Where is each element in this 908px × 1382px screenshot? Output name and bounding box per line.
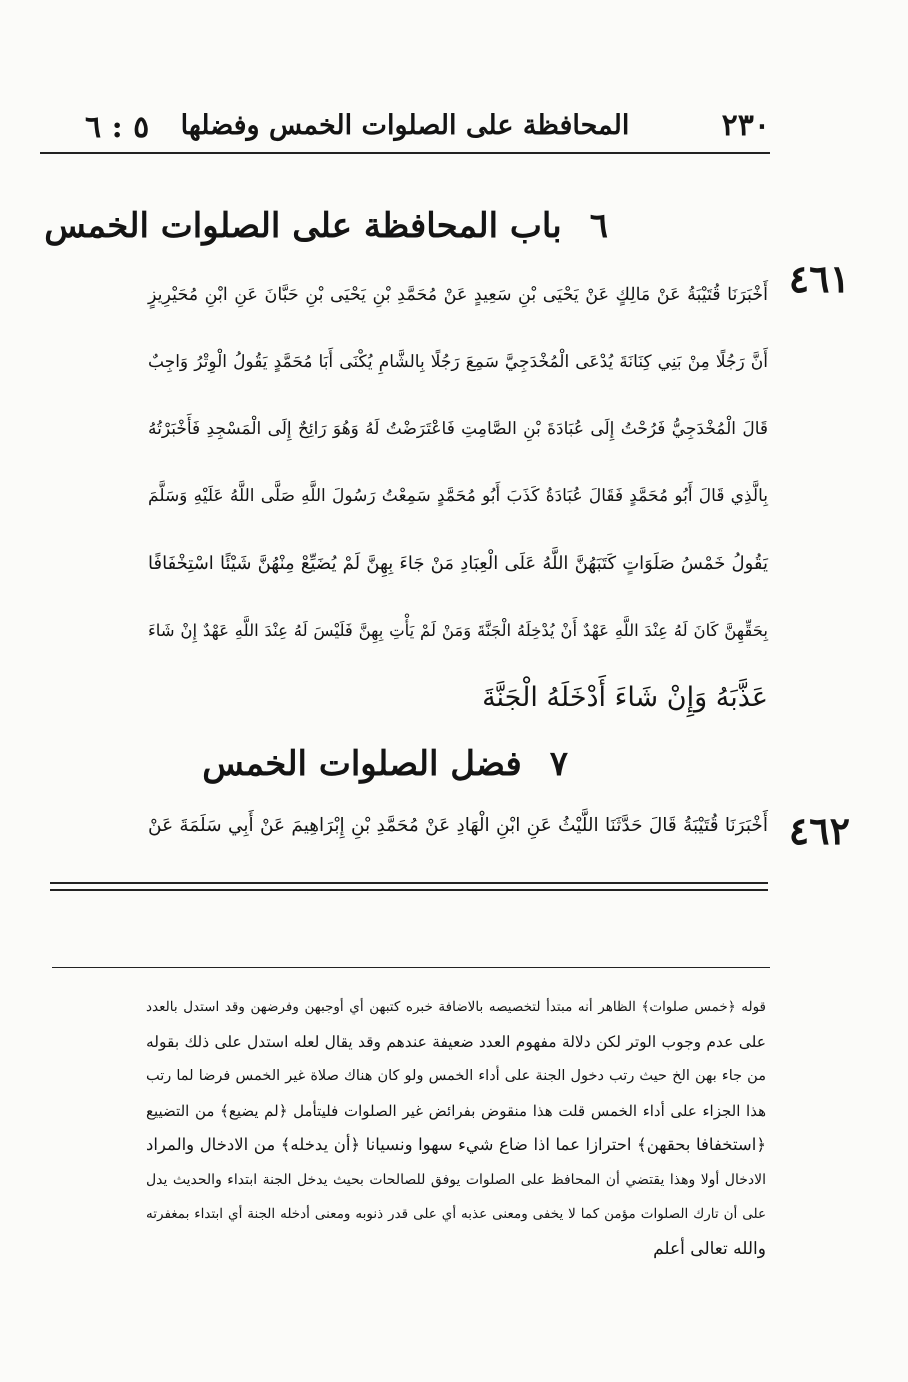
hadith-line: قَالَ الْمُخْدَجِيُّ فَرُحْتُ إِلَى عُبَادَةَ بْنِ الصَّامِتِ فَاعْتَرَضْتُ لَهُ وَهُوَ رَائِحٌ إِلَى الْمَسْجِدِ فَأَخْبَرْتُهُ [148,419,768,439]
page-number: ٢٣٠ [721,108,770,143]
text-divider-top [50,882,768,884]
hadith-line: أَخْبَرَنَا قُتَيْبَةُ قَالَ حَدَّثَنَا اللَّيْثُ عَنِ ابْنِ الْهَادِ عَنْ مُحَمَّدِ بْنِ إِبْرَاهِيمَ عَنْ أَبِي سَلَمَةَ عَنْ [148,815,768,836]
footnote-line: والله تعالى أعلم [653,1238,766,1259]
running-title: المحافظة على الصلوات الخمس وفضلها [180,110,630,141]
text-divider-bottom [50,889,768,891]
footnote-commentary [146,990,766,1266]
chapter-number: ٧ [549,744,568,784]
section-reference: ٥ : ٦ [85,110,150,145]
footnote-line: من جاء بهن الخ حيث رتب دخول الجنة على أداء الخمس ولو كان هناك صلاة غير الخمس فرضا لما رتب [146,1068,766,1084]
hadith-line: أَنَّ رَجُلًا مِنْ بَنِي كِنَانَةَ يُدْعَى الْمُخْدَجِيَّ سَمِعَ رَجُلًا بِالشَّامِ يُكْنَى أَبَا مُحَمَّدٍ يَقُولُ الْوِتْرُ وَاجِبٌ [148,352,768,372]
footnote-line: على أن تارك الصلوات مؤمن كما لا يخفى ومعنى عذبه أي على قدر ذنوبه ومعنى أدخله الجنة أي ابتداء بمغفرته [146,1206,766,1222]
hadith-number: ٤٦٢ [788,808,850,853]
chapter-title: باب المحافظة على الصلوات الخمس [44,206,562,246]
chapter-heading-6 [44,206,608,246]
chapter-title: فضل الصلوات الخمس [202,744,522,784]
footnote-line: الادخال أولا وهذا يقتضي أن المحافظ على الصلوات يوفق للصالحات بحيث يدخل الجنة ابتداء والحديث يدل [146,1171,766,1188]
hadith-number: ٤٦١ [788,256,850,301]
footnote-divider [52,967,770,968]
hadith-line: عَذَّبَهُ وَإِنْ شَاءَ أَدْخَلَهُ الْجَنَّةَ [482,682,768,713]
footnote-line: ﴿استخفافا بحقهن﴾ احترازا عما اذا ضاع شيء سهوا ونسيانا ﴿أن يدخله﴾ من الادخال والمراد [146,1135,766,1154]
hadith-text [148,792,768,859]
hadith-line: يَقُولُ خَمْسُ صَلَوَاتٍ كَتَبَهُنَّ اللَّهُ عَلَى الْعِبَادِ مَنْ جَاءَ بِهِنَّ لَمْ يُضَيِّعْ مِنْهُنَّ شَيْئًا اسْتِخْفَافًا [148,553,768,574]
hadith-line: بِالَّذِي قَالَ أَبُو مُحَمَّدٍ فَقَالَ عُبَادَةُ كَذَبَ أَبُو مُحَمَّدٍ سَمِعْتُ رَسُولَ اللَّهِ صَلَّى اللَّهُ عَلَيْهِ وَسَلَّمَ [148,486,768,506]
page-header [40,108,770,154]
footnote-line: هذا الجزاء على أداء الخمس قلت هذا منقوض بفرائض غير الصلوات فليتأمل ﴿لم يضيع﴾ من التضييع [146,1101,766,1120]
header-divider [40,152,770,154]
footnote-line: قوله ﴿خمس صلوات﴾ الظاهر أنه مبتدأ لتخصيصه بالاضافة خبره كتبهن أي أوجبهن وفرضهن وقد استدل بالعدد [146,999,767,1015]
hadith-line: بِحَقِّهِنَّ كَانَ لَهُ عِنْدَ اللَّهِ عَهْدٌ أَنْ يُدْخِلَهُ الْجَنَّةَ وَمَنْ لَمْ يَأْتِ بِهِنَّ فَلَيْسَ لَهُ عِنْدَ اللَّهِ عَهْدٌ إِنْ شَاءَ [148,621,768,640]
hadith-text [148,262,768,731]
chapter-number: ٦ [589,206,608,246]
hadith-line: أَخْبَرَنَا قُتَيْبَةُ عَنْ مَالِكٍ عَنْ يَحْيَى بْنِ سَعِيدٍ عَنْ مُحَمَّدِ بْنِ يَحْيَى بْنِ حَبَّانَ عَنِ ابْنِ مُحَيْرِيزٍ [148,285,768,305]
chapter-heading-7 [202,744,568,784]
footnote-line: على عدم وجوب الوتر لكن دلالة مفهوم العدد ضعيفة عندهم وقد يقال لعله استدل على ذلك بقوله [146,1032,766,1051]
